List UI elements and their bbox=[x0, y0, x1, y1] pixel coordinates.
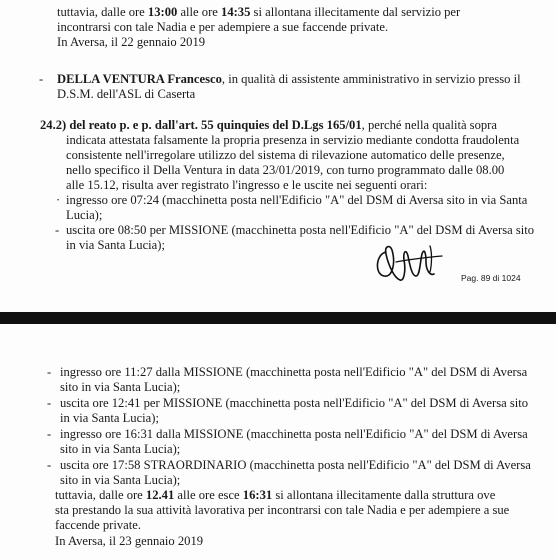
list-dash: - bbox=[39, 72, 44, 86]
list-dash: - bbox=[55, 223, 60, 237]
list-item: Lucia); bbox=[66, 208, 103, 222]
bullet-dot: · bbox=[56, 193, 61, 207]
list-item: ingresso ore 11:27 dalla MISSIONE (macchinetta posta nell'Edificio "A" del DSM di Aversa bbox=[60, 365, 528, 379]
handwritten-signature bbox=[372, 240, 448, 286]
text-line: tuttavia, dalle ore 13:00 alle ore 14:35 si allontana illecitamente dal servizio per bbox=[57, 5, 461, 19]
text-line: indicata attestata falsamente la propria presenza in servizio mediante condotta fraudolenta bbox=[66, 133, 520, 147]
text-line: nello specifico il Della Ventura in data 23/01/2019, con turno programmato dalle 08.00 bbox=[66, 163, 505, 177]
page-separator bbox=[0, 312, 556, 324]
list-item: sito in via Santa Lucia); bbox=[60, 473, 181, 487]
page-number: Pag. 89 di 1024 bbox=[461, 273, 521, 283]
list-item: in via Santa Lucia); bbox=[60, 411, 159, 425]
defendant-line: DELLA VENTURA Francesco, in qualità di assistente amministrativo in servizio presso il bbox=[57, 72, 521, 86]
text-line: D.S.M. dell'ASL di Caserta bbox=[57, 87, 196, 101]
date-line: In Aversa, il 22 gennaio 2019 bbox=[57, 35, 206, 49]
list-item: ingresso ore 07:24 (macchinetta posta nell'Edificio "A" del DSM di Aversa sito in via Santa bbox=[66, 193, 528, 207]
list-dash: - bbox=[47, 458, 52, 472]
list-dash: - bbox=[47, 427, 52, 441]
charge-heading: 24.2) del reato p. e p. dall'art. 55 quinquies del D.Lgs 165/01, perché nella qualità sopra bbox=[40, 118, 497, 132]
text-line: tuttavia, dalle ore 12.41 alle ore esce 16:31 si allontana illecitamente dalla struttura ove bbox=[55, 488, 496, 502]
list-item: in via Santa Lucia); bbox=[66, 238, 165, 252]
document-page-bottom bbox=[0, 324, 556, 560]
list-item: uscita ore 12:41 per MISSIONE (macchinetta posta nell'Edificio "A" del DSM di Aversa sito bbox=[60, 396, 529, 410]
text-line: sta prestando la sua attività lavorativa per incontrarsi con tale Nadia e per adempiere a sue bbox=[55, 503, 510, 517]
list-item: uscita ore 17:58 STRAORDINARIO (macchinetta posta nell'Edificio "A" del DSM di Aversa bbox=[60, 458, 531, 472]
list-item: ingresso ore 16:31 dalla MISSIONE (macchinetta posta nell'Edificio "A" del DSM di Aversa bbox=[60, 427, 528, 441]
text-line: consistente nell'irregolare utilizzo del sistema di rilevazione automatico delle presenze, bbox=[66, 148, 505, 162]
date-line: In Aversa, il 23 gennaio 2019 bbox=[55, 534, 204, 548]
list-dash: - bbox=[47, 365, 52, 379]
list-dash: - bbox=[47, 396, 52, 410]
list-item: sito in via Santa Lucia); bbox=[60, 380, 181, 394]
list-item: uscita ore 08:50 per MISSIONE (macchinetta posta nell'Edificio "A" del DSM di Aversa sito bbox=[66, 223, 535, 237]
text-line: faccende private. bbox=[55, 518, 141, 532]
text-line: incontrarsi con tale Nadia e per adempiere a sue faccende private. bbox=[57, 20, 389, 34]
text-line: alle 15.12, risulta aver registrato l'ingresso e le uscite nei seguenti orari: bbox=[66, 178, 428, 192]
list-item: sito in via Santa Lucia); bbox=[60, 442, 181, 456]
